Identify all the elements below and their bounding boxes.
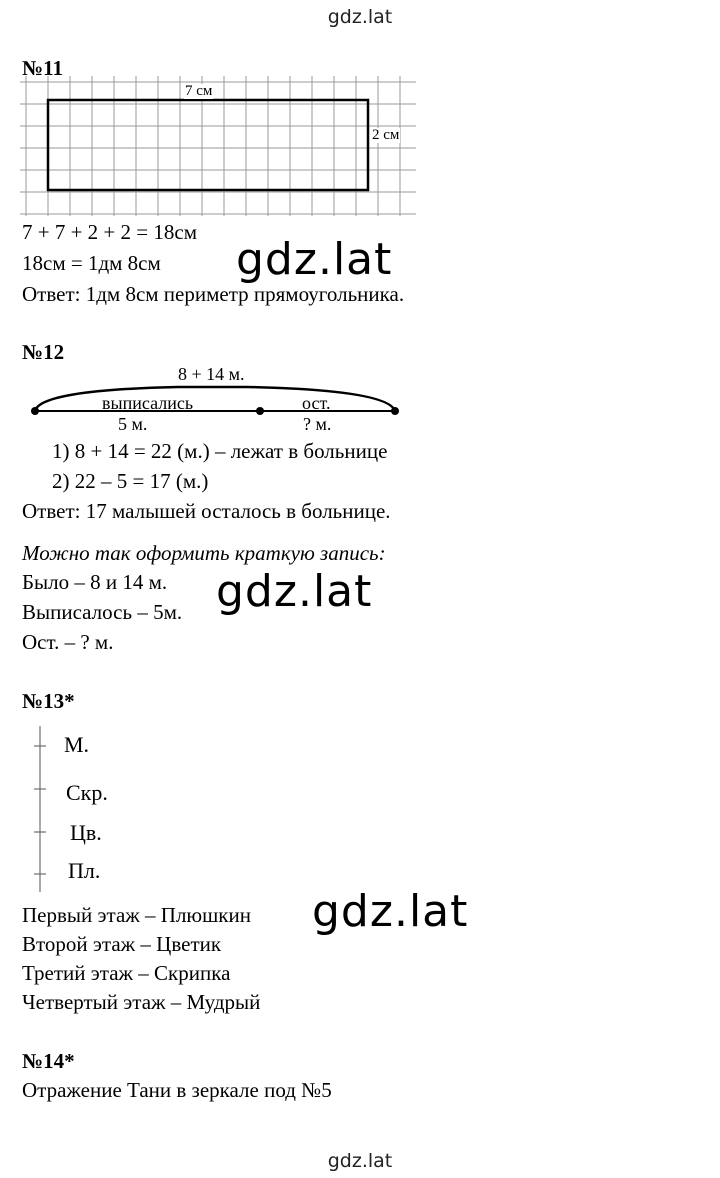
watermark: gdz.lat xyxy=(236,234,393,285)
task-12-answer: Ответ: 17 малышей осталось в больнице. xyxy=(22,499,391,523)
rectangle-shape xyxy=(48,100,368,190)
segment-middle-dot xyxy=(256,407,264,415)
total-arc xyxy=(35,387,395,411)
task-12-step-1: 1) 8 + 14 = 22 (м.) – лежат в больнице xyxy=(52,439,388,463)
task-12-step-2: 2) 22 – 5 = 17 (м.) xyxy=(52,469,209,493)
task-13-line-1: Первый этаж – Плюшкин xyxy=(22,903,251,927)
task-11-line-1: 7 + 7 + 2 + 2 = 18см xyxy=(22,220,197,244)
segment-end-dot xyxy=(391,407,399,415)
segment-start-dot xyxy=(31,407,39,415)
diagram-left-top-label: выписались xyxy=(102,393,194,413)
task-14-line: Отражение Тани в зеркале под №5 xyxy=(22,1078,332,1102)
task-11-title: №11 xyxy=(22,56,63,80)
scheme-label-3: Цв. xyxy=(70,820,102,845)
diagram-total-label: 8 + 14 м. xyxy=(178,364,245,384)
watermark: gdz.lat xyxy=(312,886,469,937)
task-11-answer: Ответ: 1дм 8см периметр прямоугольника. xyxy=(22,282,405,306)
task-12-short-1: Было – 8 и 14 м. xyxy=(22,570,168,594)
task-13-line-4: Четвертый этаж – Мудрый xyxy=(22,990,261,1014)
scheme-label-1: М. xyxy=(64,732,90,757)
task-13-line-2: Второй этаж – Цветик xyxy=(22,932,222,956)
scheme-label-2: Скр. xyxy=(66,780,108,805)
diagram-right-bottom-label: ? м. xyxy=(303,414,332,434)
site-header: gdz.lat xyxy=(327,6,393,28)
task-12-short-2: Выписалось – 5м. xyxy=(22,600,183,624)
task-14-title: №14* xyxy=(22,1049,75,1073)
task-12-short-3: Ост. – ? м. xyxy=(22,630,114,654)
grid-rectangle-drawing xyxy=(20,76,420,216)
rectangle-width-label: 7 см xyxy=(185,83,213,99)
diagram-right-top-label: ост. xyxy=(302,393,331,413)
diagram-left-bottom-label: 5 м. xyxy=(118,414,148,434)
task-13-title: №13* xyxy=(22,689,75,713)
floor-scheme-axis xyxy=(30,724,60,894)
rectangle-height-label: 2 см xyxy=(372,127,400,143)
task-12-title: №12 xyxy=(22,340,65,364)
site-footer: gdz.lat xyxy=(327,1150,393,1172)
task-11-line-2: 18см = 1дм 8см xyxy=(22,251,161,275)
scheme-label-4: Пл. xyxy=(68,858,101,883)
watermark: gdz.lat xyxy=(216,566,373,617)
task-13-line-3: Третий этаж – Скрипка xyxy=(22,961,231,985)
task-12-note: Можно так оформить краткую запись: xyxy=(22,541,386,565)
